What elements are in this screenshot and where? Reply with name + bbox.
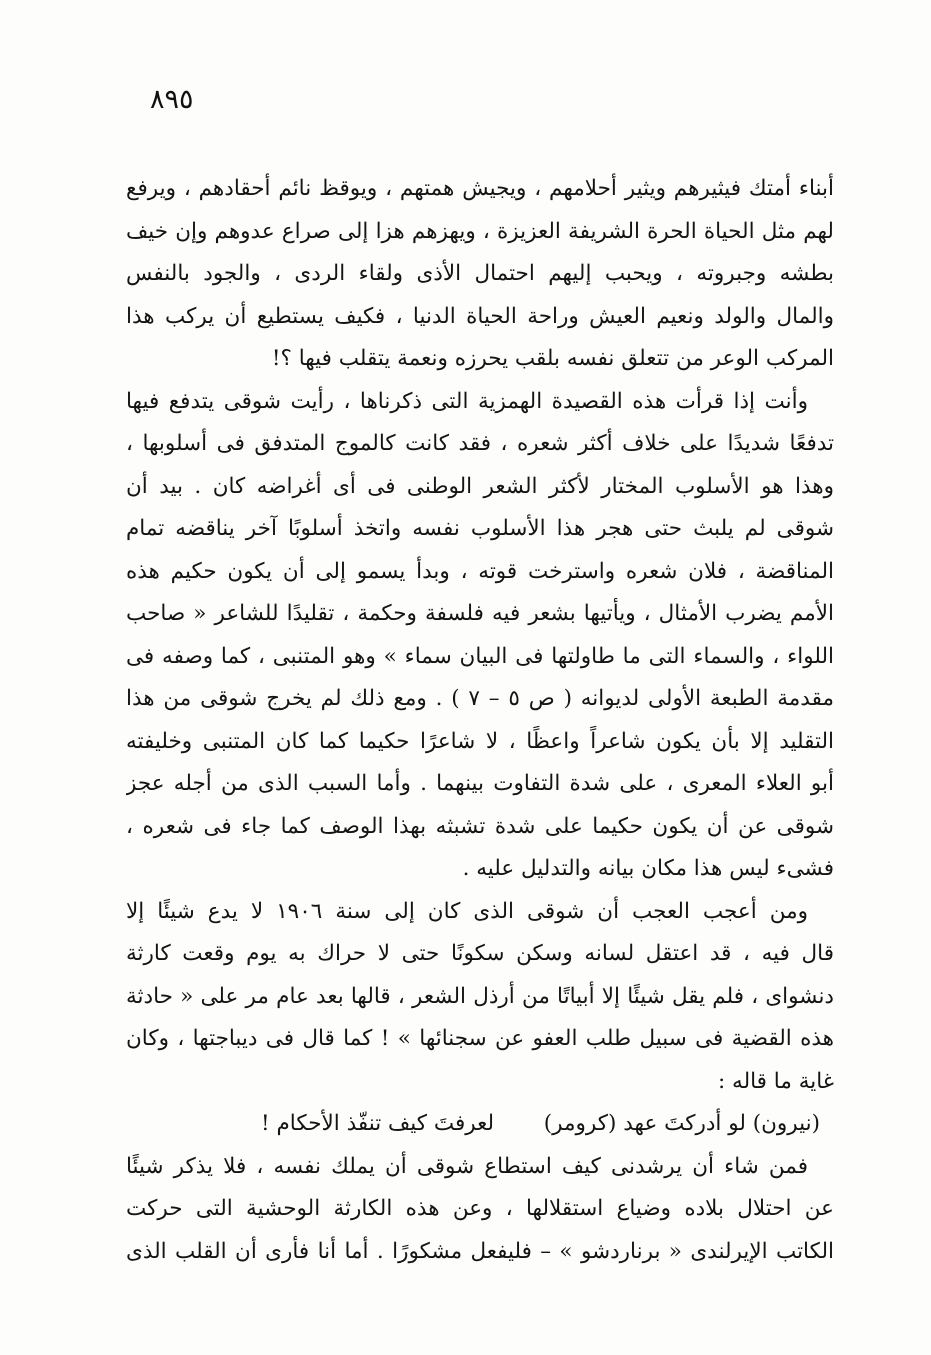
paragraph-2 (126, 381, 834, 891)
text-line: والمال والولد ونعيم العيش وراحة الحياة الدنيا ، فكيف يستطيع أن يركب هذا (126, 303, 834, 329)
text-line: أبناء أمتك فيثيرهم ويثير أحلامهم ، ويجيش همتهم ، ويوقظ نائم أحقادهم ، ويرفع (126, 176, 834, 201)
text-line: وأنت إذا قرأت هذه القصيدة الهمزية التى ذكرناها ، رأيت شوقى يتدفع فيها (126, 388, 808, 414)
text-line: وهذا هو الأسلوب المختار لأكثر الشعر الوطنى فى أى أغراضه كان . بيد أن (126, 473, 834, 499)
text-line: فمن شاء أن يرشدنى كيف استطاع شوقى أن يملك نفسه ، فلا يذكر شيئًا (126, 1153, 808, 1179)
text-line: فشىء ليس هذا مكان بيانه والتدليل عليه . (462, 856, 834, 881)
text-line: المركب الوعر من تتعلق نفسه بلقب يحرزه ونعمة يتقلب فيها ؟! (271, 346, 834, 371)
text-line: شوقى لم يلبث حتى هجر هذا الأسلوب نفسه واتخذ أسلوبًا آخر يناقضه تمام (126, 516, 834, 541)
text-line: هذه القضية فى سبيل طلب العفو عن سجنائها » ! كما قال فى ديباجتها ، وكان (126, 1026, 834, 1051)
paragraph-3 (126, 891, 834, 1104)
text-line: تدفعًا شديدًا على خلاف أكثر شعره ، فقد كانت كالموج المتدفق فى أسلوبها ، (126, 431, 834, 456)
text-line: أبو العلاء المعرى ، على شدة التفاوت بينهما . وأما السبب الذى من أجله عجز (126, 771, 834, 796)
text-line: عن احتلال بلاده وضياع استقلالها ، وعن هذه الكارثة الوحشية التى حركت (126, 1196, 834, 1221)
text-line: شوقى عن أن يكون حكيما على شدة تشبثه بهذا الوصف كما جاء فى شعره ، (126, 813, 834, 839)
text-line: اللواء ، والسماء التى ما طاولتها فى البيان سماء » وهو المتنبى ، كما وصفه فى (126, 643, 834, 669)
paragraph-4 (126, 1146, 834, 1274)
poem-verse (126, 1103, 834, 1146)
text-line: التقليد إلا بأن يكون شاعراً واعظًا ، لا شاعرًا حكيما كما كان المتنبى وخليفته (126, 728, 834, 754)
text-line: دنشواى ، فلم يقل شيئًا إلا أبياتًا من أرذل الشعر ، قالها بعد عام مر على « حادثة (126, 983, 834, 1009)
text-line: المناقضة ، فلان شعره واسترخت قوته ، وبدأ يسمو إلى أن يكون حكيم هذه (126, 558, 834, 584)
text-line: قال فيه ، قد اعتقل لسانه وسكن سكونًا حتى لا حراك به يوم وقعت كارثة (126, 941, 834, 966)
paragraph-1 (126, 168, 834, 381)
page-number: ٨٩٥ (150, 84, 194, 115)
body-text (126, 168, 834, 1273)
text-line: لهم مثل الحياة الحرة الشريفة العزيزة ، ويهزهم هزا إلى صراع عدوهم وإن خيف (126, 218, 834, 244)
verse-second-hemistich: لعرفتَ كيف تنفّذ الأحكام ! (261, 1111, 495, 1136)
text-line: مقدمة الطبعة الأولى لديوانه ( ص ٥ – ٧ ) . ومع ذلك لم يخرج شوقى من هذا (126, 686, 834, 711)
text-line: غاية ما قاله : (717, 1068, 834, 1094)
verse-first-hemistich: (نيرون) لو أدركتَ عهد (كرومر) (543, 1111, 820, 1136)
text-line: بطشه وجبروته ، ويحبب إليهم احتمال الأذى ولقاء الردى ، والجود بالنفس (126, 261, 834, 286)
text-line: الكاتب الإيرلندى « برناردشو » – فليفعل مشكورًا . أما أنا فأرى أن القلب الذى (126, 1238, 834, 1264)
text-line: الأمم يضرب الأمثال ، ويأتيها بشعر فيه فلسفة وحكمة ، تقليدًا للشاعر « صاحب (126, 601, 834, 626)
text-line: ومن أعجب العجب أن شوقى الذى كان إلى سنة ١٩٠٦ لا يدع شيئًا إلا (126, 898, 808, 924)
